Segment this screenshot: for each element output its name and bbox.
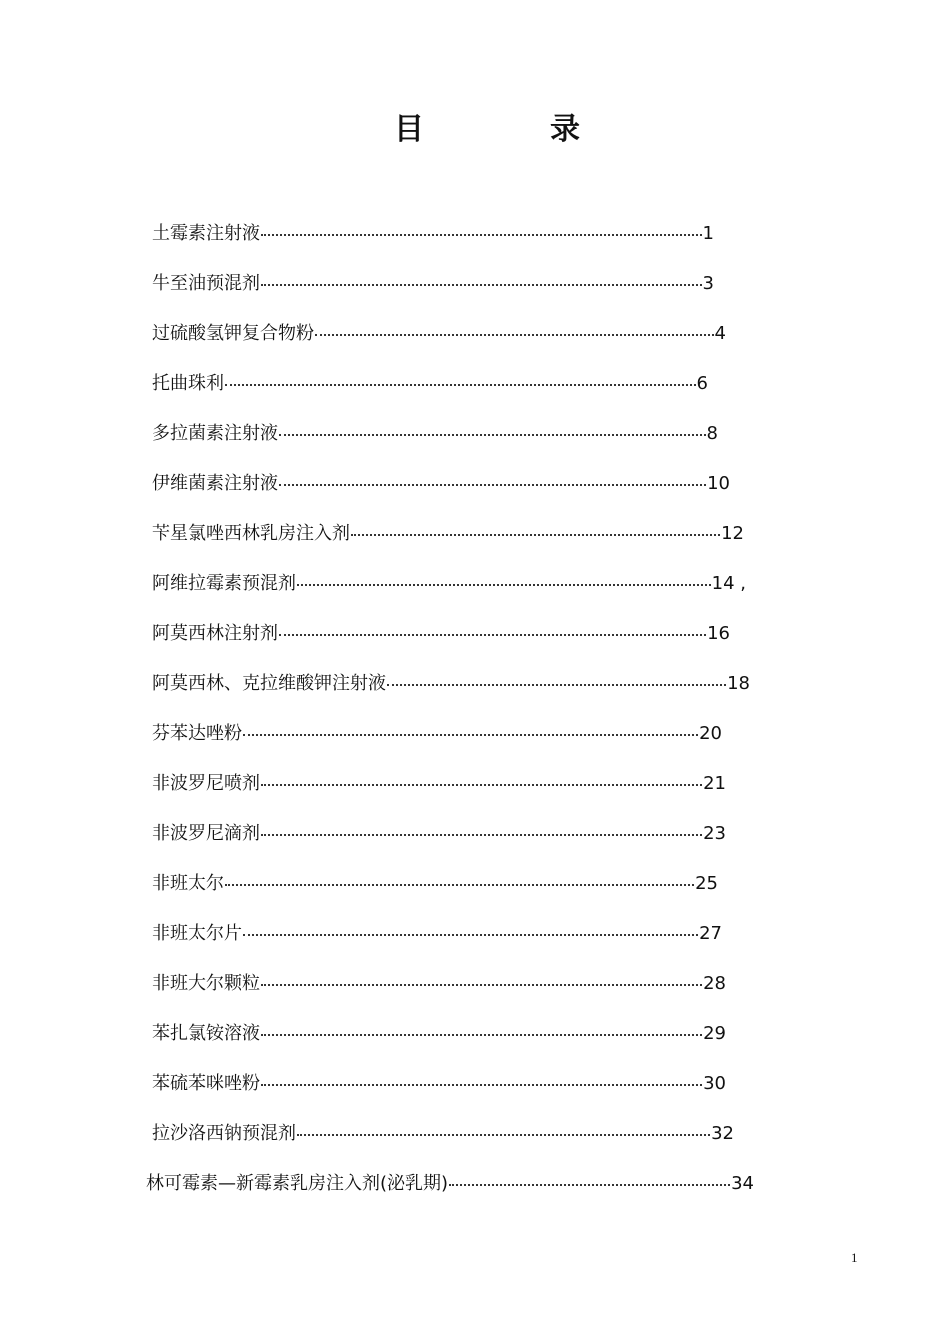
toc-entry-label: 阿维拉霉素预混剂 xyxy=(152,573,296,594)
toc-entry-page: 14 , xyxy=(711,573,746,594)
toc-entry-page: 34 xyxy=(731,1173,754,1194)
toc-entry[interactable] xyxy=(152,420,718,448)
toc-entry[interactable] xyxy=(152,520,744,548)
toc-entry-page: 16 xyxy=(707,623,730,644)
toc-leader-dots xyxy=(297,584,711,586)
toc-entry[interactable] xyxy=(152,970,726,998)
toc-entry-page: 1 xyxy=(702,223,714,244)
toc-leader-dots xyxy=(351,534,720,536)
toc-entry-page: 27 xyxy=(699,923,722,944)
toc-entry[interactable] xyxy=(152,920,722,948)
toc-leader-dots xyxy=(261,1084,702,1086)
toc-entry[interactable] xyxy=(152,470,730,498)
toc-entry[interactable] xyxy=(152,570,746,598)
toc-entry-page: 28 xyxy=(703,973,726,994)
toc-entry[interactable] xyxy=(152,1120,734,1148)
toc-leader-dots xyxy=(261,984,702,986)
toc-leader-dots xyxy=(315,334,714,336)
toc-leader-dots xyxy=(261,284,702,286)
toc-entry[interactable] xyxy=(152,220,714,248)
toc-entry[interactable] xyxy=(152,1070,726,1098)
toc-entry-label: 阿莫西林注射剂 xyxy=(152,623,278,644)
toc-entry-label: 伊维菌素注射液 xyxy=(152,473,278,494)
toc-entry-label: 非波罗尼滴剂 xyxy=(152,823,260,844)
toc-entry[interactable] xyxy=(152,770,726,798)
toc-entry[interactable] xyxy=(152,320,726,348)
toc-leader-dots xyxy=(225,384,696,386)
toc-entry-page: 18 xyxy=(727,673,750,694)
toc-entry[interactable] xyxy=(152,1020,726,1048)
toc-leader-dots xyxy=(449,1184,730,1186)
toc-entry[interactable] xyxy=(152,820,726,848)
toc-entry-label: 非班太尔 xyxy=(152,873,224,894)
toc-leader-dots xyxy=(279,434,706,436)
page-title: 目 录 xyxy=(394,112,628,147)
toc-entry-label: 苄星氯唑西林乳房注入剂 xyxy=(152,523,350,544)
toc-entry[interactable] xyxy=(152,370,708,398)
toc-entry-label: 托曲珠利 xyxy=(152,373,224,394)
toc-entry[interactable] xyxy=(146,1170,754,1198)
toc-entry-label: 过硫酸氢钾复合物粉 xyxy=(152,323,314,344)
toc-entry-page: 20 xyxy=(699,723,722,744)
toc-entry-label: 苯扎氯铵溶液 xyxy=(152,1023,260,1044)
toc-entry-page: 6 xyxy=(696,373,708,394)
toc-entry-page: 30 xyxy=(703,1073,726,1094)
toc-leader-dots xyxy=(243,734,698,736)
toc-entry[interactable] xyxy=(152,870,718,898)
toc-entry-page: 12 xyxy=(721,523,744,544)
toc-entry[interactable] xyxy=(152,270,714,298)
toc-entry-label: 林可霉素—新霉素乳房注入剂(泌乳期) xyxy=(146,1173,449,1194)
toc-entry-label: 非班太尔片 xyxy=(152,923,242,944)
toc-entry[interactable] xyxy=(152,670,750,698)
toc-entry-label: 芬苯达唑粉 xyxy=(152,723,242,744)
toc-entry-page: 23 xyxy=(703,823,726,844)
toc-entry[interactable] xyxy=(152,720,722,748)
toc-leader-dots xyxy=(261,234,702,236)
toc-leader-dots xyxy=(279,634,706,636)
page-number: 1 xyxy=(851,1250,858,1265)
toc-leader-dots xyxy=(261,1034,702,1036)
toc-entry-label: 牛至油预混剂 xyxy=(152,273,260,294)
toc-leader-dots xyxy=(261,834,702,836)
toc-entry-label: 土霉素注射液 xyxy=(152,223,260,244)
toc-entry-label: 阿莫西林、克拉维酸钾注射液 xyxy=(152,673,386,694)
toc-entry-label: 非班大尔颗粒 xyxy=(152,973,260,994)
toc-entry-page: 29 xyxy=(703,1023,726,1044)
toc-entry-page: 4 xyxy=(714,323,726,344)
toc-leader-dots xyxy=(261,784,702,786)
toc-leader-dots xyxy=(297,1134,710,1136)
toc-entry-label: 苯硫苯咪唑粉 xyxy=(152,1073,260,1094)
toc-entry-label: 拉沙洛西钠预混剂 xyxy=(152,1123,296,1144)
toc-leader-dots xyxy=(243,934,698,936)
toc-entry-page: 8 xyxy=(706,423,718,444)
toc-entry[interactable] xyxy=(152,620,730,648)
toc-entry-page: 32 xyxy=(711,1123,734,1144)
toc-leader-dots xyxy=(279,484,706,486)
toc-entry-page: 25 xyxy=(695,873,718,894)
toc-entry-page: 10 xyxy=(707,473,730,494)
toc-entry-label: 非波罗尼喷剂 xyxy=(152,773,260,794)
toc-entry-label: 多拉菌素注射液 xyxy=(152,423,278,444)
toc-leader-dots xyxy=(225,884,694,886)
toc-leader-dots xyxy=(387,684,726,686)
toc-entry-page: 3 xyxy=(702,273,714,294)
toc-entry-page: 21 xyxy=(703,773,726,794)
